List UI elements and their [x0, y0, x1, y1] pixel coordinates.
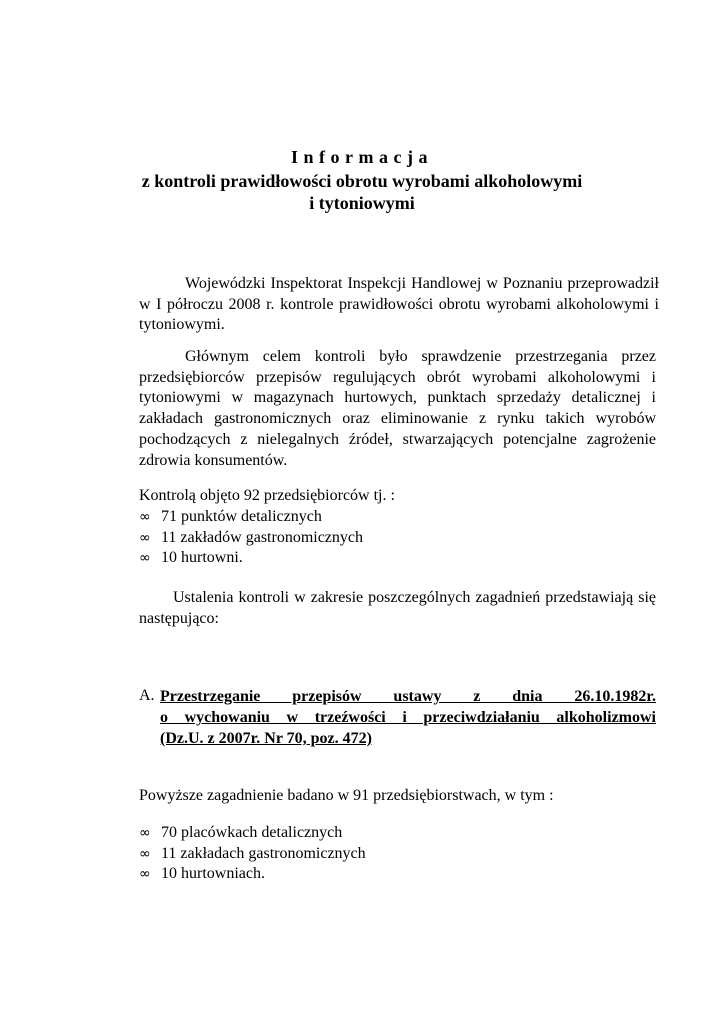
list-item-text: 10 hurtowni. [161, 549, 243, 566]
infinity-bullet-icon: ∞ [139, 550, 151, 566]
list-item-text: 10 hurtowniach. [161, 865, 265, 882]
infinity-bullet-icon: ∞ [139, 529, 151, 546]
intro-paragraph: Wojewódzki Inspektorat Inspekcji Handlowej w Poznaniu przeprowadził w I półroczu 2008 r. kontrole prawidłowości obrotu wyrobami alkoholowymi i tytoniowymi. [139, 275, 659, 334]
infinity-bullet-icon: ∞ [139, 845, 151, 862]
section-a-heading [160, 686, 656, 749]
list-item-text: 11 zakładach gastronomicznych [161, 844, 366, 862]
list-item [139, 548, 656, 569]
infinity-bullet-icon: ∞ [139, 825, 151, 841]
section-a-intro: Powyższe zagadnienie badano w 91 przedsiębiorstwach, w tym : [139, 787, 554, 804]
list-item [139, 864, 656, 885]
list-item [139, 844, 656, 865]
document-subtitle-line-2: i tytoniowymi [309, 193, 415, 213]
document-title: Informacja [291, 147, 433, 167]
section-a-heading-line-1: Przestrzeganie przepisów ustawy z dnia 26.10.1982r. [160, 688, 656, 705]
list-item-text: 11 zakładów gastronomicznych [161, 528, 364, 546]
list-item [139, 823, 656, 844]
scope-list [139, 507, 656, 569]
section-a-letter: A. [139, 687, 155, 704]
findings-paragraph: Ustalenia kontroli w zakresie poszczególnych zagadnień przedstawiają się następująco: [139, 589, 656, 627]
list-item [139, 528, 656, 549]
infinity-bullet-icon: ∞ [139, 866, 151, 882]
section-a-heading-line-2: o wychowaniu w trzeźwości i przeciwdziałaniu alkoholizmowi [160, 709, 656, 726]
section-a-list [139, 823, 656, 885]
document-subtitle-line-1: z kontroli prawidłowości obrotu wyrobami alkoholowymi [141, 171, 583, 191]
section-a-heading-line-3: (Dz.U. z 2007r. Nr 70, poz. 472) [160, 730, 372, 747]
infinity-bullet-icon: ∞ [139, 509, 151, 525]
scope-paragraph: Kontrolą objęto 92 przedsiębiorców tj. : [139, 487, 395, 504]
list-item [139, 507, 656, 528]
list-item-text: 71 punktów detalicznych [161, 508, 322, 525]
list-item-text: 70 placówkach detalicznych [161, 824, 343, 841]
goal-paragraph: Głównym celem kontroli było sprawdzenie przestrzegania przez przedsiębiorców przepisów regulujących obrót wyrobami alkoholowymi i tytoniowymi w magazynach hurtowych, punktach sprzedaży detalicznej i zakładach gastronomicznych oraz eliminowanie z rynku takich wyrobów pochodzących z nielegalnych źródeł, stwarzających potencjalne zagrożenie zdrowia konsumentów. [139, 348, 656, 469]
